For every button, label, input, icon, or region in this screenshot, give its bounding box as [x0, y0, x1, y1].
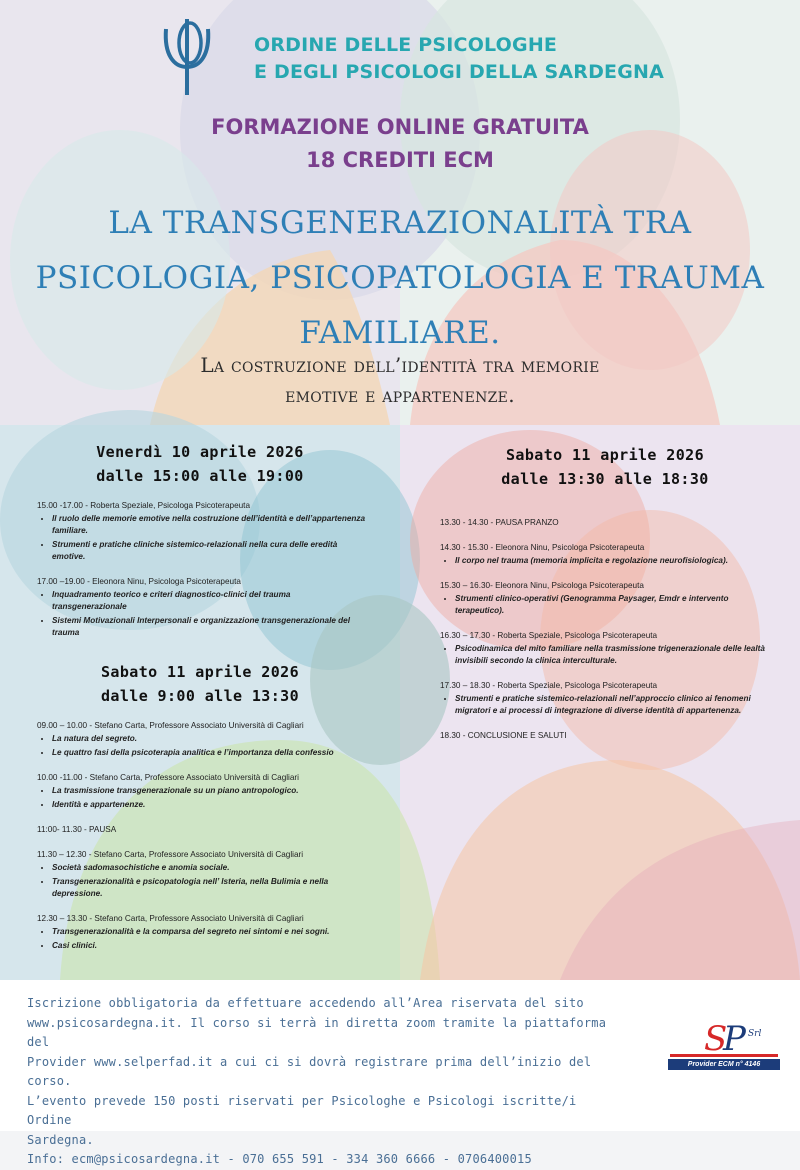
- slot-topic: • Il corpo nel trauma (memoria implicita e regolazione neurofisiologica).: [455, 555, 775, 567]
- slot-topic: • Società sadomasochistiche e anomia sociale.: [52, 862, 377, 874]
- schedule-slot: [37, 500, 367, 563]
- day3-heading: Sabato 11 aprile 2026: [505, 446, 705, 464]
- schedule-slot: [440, 680, 775, 717]
- schedule-slot: [37, 772, 377, 811]
- slot-time-speaker: 16.30 – 17.30 - Roberta Speziale, Psicologa Psicoterapeuta: [440, 631, 658, 640]
- schedule-slot: [440, 630, 775, 667]
- slot-topic: • Strumenti clinico-operativi (Genogramma Paysager, Emdr e intervento terapeutico).: [455, 593, 775, 617]
- slot-topics: [440, 555, 775, 567]
- schedule-slot: [440, 730, 775, 742]
- schedule-slot: [37, 824, 377, 836]
- slot-time-speaker: 18.30 - CONCLUSIONE E SALUTI: [440, 731, 567, 740]
- day1-heading: Venerdì 10 aprile 2026: [96, 443, 304, 461]
- slot-time-speaker: 11:00- 11.30 - PAUSA: [37, 825, 117, 834]
- org-name-line2: E DEGLI PSICOLOGI DELLA SARDEGNA: [254, 61, 665, 83]
- schedule-slot: [440, 580, 775, 617]
- day2-heading-block: [55, 660, 345, 708]
- slot-topic: • Sistemi Motivazionali Interpersonali e organizzazione transgenerazionale del trauma: [52, 615, 367, 639]
- slot-topics: [37, 785, 377, 811]
- provider-caption: Provider ECM n° 4146: [668, 1059, 780, 1070]
- day1-heading-block: [55, 440, 345, 488]
- page-title: [0, 196, 800, 361]
- slot-topics: [440, 643, 775, 667]
- slot-time-speaker: 10.00 -11.00 - Stefano Carta, Professore Associato Università di Cagliari: [37, 773, 299, 782]
- slot-time-speaker: 09.00 – 10.00 - Stefano Carta, Professore Associato Università di Cagliari: [37, 721, 304, 730]
- schedule-slot: [37, 849, 377, 900]
- slot-topics: [37, 862, 377, 900]
- promo-credits: 18 CREDITI ECM: [306, 148, 494, 172]
- slot-topic: • Le quattro fasi della psicoterapia analitica e l’importanza della confessio: [52, 747, 377, 759]
- slot-topic: • La natura del segreto.: [52, 733, 377, 745]
- slot-topics: [37, 733, 377, 759]
- slot-time-speaker: 15.00 -17.00 - Roberta Speziale, Psicologa Psicoterapeuta: [37, 501, 251, 510]
- footer-line2: www.psicosardegna.it. Il corso si terrà in diretta zoom tramite la piattaforma del: [27, 1015, 607, 1049]
- slot-topics: [37, 589, 367, 639]
- slot-topics: [440, 693, 775, 717]
- slot-topic: • Transgenerazionalità e la comparsa del segreto nei sintomi e nei sogni.: [52, 926, 377, 938]
- subtitle-line2: emotive e appartenenze.: [285, 383, 515, 407]
- footer-line5: Sardegna.: [27, 1132, 94, 1147]
- promo-free-training: FORMAZIONE ONLINE GRATUITA: [211, 115, 589, 139]
- org-name-line1: ORDINE DELLE PSICOLOGHE: [254, 34, 558, 56]
- slot-time-speaker: 17.30 – 18.30 - Roberta Speziale, Psicologa Psicoterapeuta: [440, 681, 658, 690]
- subtitle-line1: La costruzione dell’identità tra memorie: [200, 353, 600, 377]
- slot-topic: • Strumenti e pratiche sistemico-relazionali nell’approccio clinico ai fenomeni migratori e ai processi di integrazione di diverse identità di appartenenza.: [455, 693, 775, 717]
- provider-logo-p: P: [723, 1019, 746, 1059]
- title-line3: FAMILIARE.: [299, 315, 501, 351]
- schedule-slot: [37, 720, 377, 759]
- provider-logo-s: S: [704, 1019, 728, 1059]
- title-line1: LA TRANSGENERAZIONALITÀ TRA: [108, 205, 692, 241]
- footer-line4: L’evento prevede 150 posti riservati per Psicologhe e Psicologi iscritte/i Ordine: [27, 1093, 577, 1127]
- day3-heading-block: [455, 443, 755, 491]
- slot-topic: • Psicodinamica del mito familiare nella trasmissione trigenerazionale delle lealtà invisibili secondo la clinica interculturale.: [455, 643, 775, 667]
- provider-logo-srl: Srl: [748, 1029, 762, 1039]
- slot-time-speaker: 11.30 – 12.30 - Stefano Carta, Professore Associato Università di Cagliari: [37, 850, 304, 859]
- psi-icon: [156, 15, 218, 97]
- day2-heading: Sabato 11 aprile 2026: [100, 663, 300, 681]
- slot-topic: • Transgenerazionalità e psicopatologia nell’ Isteria, nella Bulimia e nella depressione.: [52, 876, 377, 900]
- footer-line6: Info: ecm@psicosardegna.it - 070 655 591 - 334 360 6666 - 0706400015: [27, 1152, 532, 1166]
- slot-topic: • Il ruolo delle memorie emotive nella costruzione dell’identità e dell’appartenenza familiare.: [52, 513, 367, 537]
- day3-time: dalle 13:30 alle 18:30: [501, 470, 709, 488]
- day2-time: dalle 9:00 alle 13:30: [100, 687, 300, 705]
- slot-topics: [37, 926, 377, 952]
- schedule-slot: [440, 517, 775, 529]
- footer-info: [27, 994, 627, 1170]
- day2-schedule: [37, 720, 377, 965]
- slot-time-speaker: 17.00 –19.00 - Eleonora Ninu, Psicologa Psicoterapeuta: [37, 577, 241, 586]
- footer-line3: Provider www.selperfad.it a cui ci si dovrà registrare prima dell’inizio del corso.: [27, 1054, 592, 1088]
- schedule-slot: [37, 576, 367, 639]
- slot-topic: • La trasmissione transgenerazionale su un piano antropologico.: [52, 785, 377, 797]
- footer-line1: Iscrizione obbligatoria da effettuare accedendo all’Area riservata del sito: [27, 996, 584, 1010]
- org-name: [254, 32, 664, 86]
- slot-time-speaker: 15.30 – 16.30- Eleonora Ninu, Psicologa Psicoterapeuta: [440, 581, 644, 590]
- slot-topic: • Strumenti e pratiche cliniche sistemico-relazionali nella cura delle eredità emotive.: [52, 539, 367, 563]
- day1-schedule: [37, 500, 367, 652]
- slot-time-speaker: 14.30 - 15.30 - Eleonora Ninu, Psicologa Psicoterapeuta: [440, 543, 645, 552]
- day3-schedule: [440, 517, 775, 755]
- day1-time: dalle 15:00 alle 19:00: [96, 467, 304, 485]
- schedule-slot: [37, 913, 377, 952]
- slot-topic: • Identità e appartenenze.: [52, 799, 377, 811]
- slot-topics: [37, 513, 367, 563]
- slot-time-speaker: 13.30 - 14.30 - PAUSA PRANZO: [440, 518, 559, 527]
- slot-topics: [440, 593, 775, 617]
- slot-topic: • Inquadramento teorico e criteri diagnostico-clinici del trauma transgenerazionale: [52, 589, 367, 613]
- slot-topic: • Casi clinici.: [52, 940, 377, 952]
- schedule-slot: [440, 542, 775, 567]
- page-subtitle: [0, 350, 800, 410]
- slot-time-speaker: 12.30 – 13.30 - Stefano Carta, Professore Associato Università di Cagliari: [37, 914, 304, 923]
- title-line2: PSICOLOGIA, PSICOPATOLOGIA E TRAUMA: [35, 260, 765, 296]
